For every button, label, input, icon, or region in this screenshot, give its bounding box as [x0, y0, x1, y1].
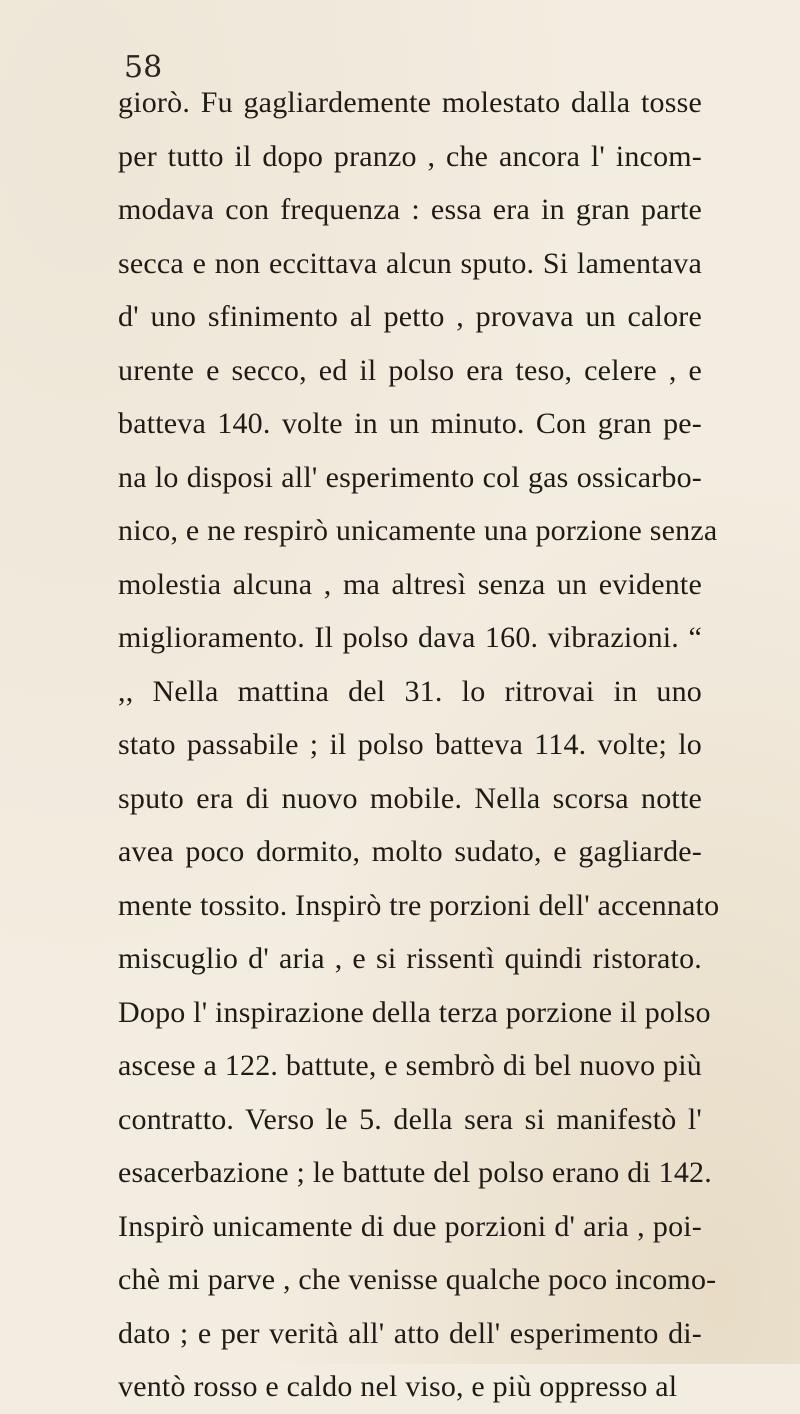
text-line: per tutto il dopo pranzo , che ancora l' incom-: [118, 139, 702, 173]
text-line: Dopo l' inspirazione della terza porzione il polso: [118, 995, 711, 1029]
text-line: contratto. Verso le 5. della sera si manifestò l': [118, 1102, 702, 1136]
text-line: d' uno sfinimento al petto , provava un calore: [118, 300, 702, 333]
text-line: dato ; e per verità all' atto dell' esperimento di-: [118, 1316, 702, 1350]
text-line: avea poco dormito, molto sudato, e gagliarde-: [118, 835, 702, 868]
text-line: na lo disposi all' esperimento col gas ossicarbo-: [118, 460, 702, 494]
text-line: nico, e ne respirò unicamente una porzione senza: [118, 514, 718, 547]
text-line: miscuglio d' aria , e si rissentì quindi ristorato.: [118, 942, 702, 975]
text-line: sputo era di nuovo mobile. Nella scorsa notte: [118, 781, 702, 815]
text-line: chè mi parve , che venisse qualche poco incomo-: [118, 1263, 717, 1296]
text-line: secca e non eccittava alcun sputo. Si lamentava: [118, 246, 702, 280]
text-line: urente e secco, ed il polso era teso, celere , e: [118, 353, 702, 387]
text-line: ventò rosso e caldo nel viso, e più oppresso al: [118, 1370, 678, 1403]
text-line: ,, Nella mattina del 31. lo ritrovai in uno: [118, 674, 702, 708]
text-line: modava con frequenza : essa era in gran parte: [118, 193, 702, 226]
text-line: stato passabile ; il polso batteva 114. volte; lo: [118, 728, 702, 761]
text-line: batteva 140. volte in un minuto. Con gran pe-: [118, 407, 702, 440]
page-number: 58: [124, 50, 163, 85]
text-line: miglioramento. Il polso dava 160. vibrazioni. “: [118, 621, 702, 654]
text-line: Inspirò unicamente di due porzioni d' aria , poi-: [118, 1209, 702, 1243]
text-line: esacerbazione ; le battute del polso erano di 142.: [118, 1156, 712, 1189]
body-text: [118, 76, 720, 1414]
text-line: giorò. Fu gagliardemente molestato dalla tosse: [118, 86, 702, 119]
text-line: mente tossito. Inspirò tre porzioni dell' accennato: [118, 888, 720, 922]
text-line: ascese a 122. battute, e sembrò di bel nuovo più: [118, 1049, 702, 1082]
text-line: molestia alcuna , ma altresì senza un evidente: [118, 567, 702, 601]
